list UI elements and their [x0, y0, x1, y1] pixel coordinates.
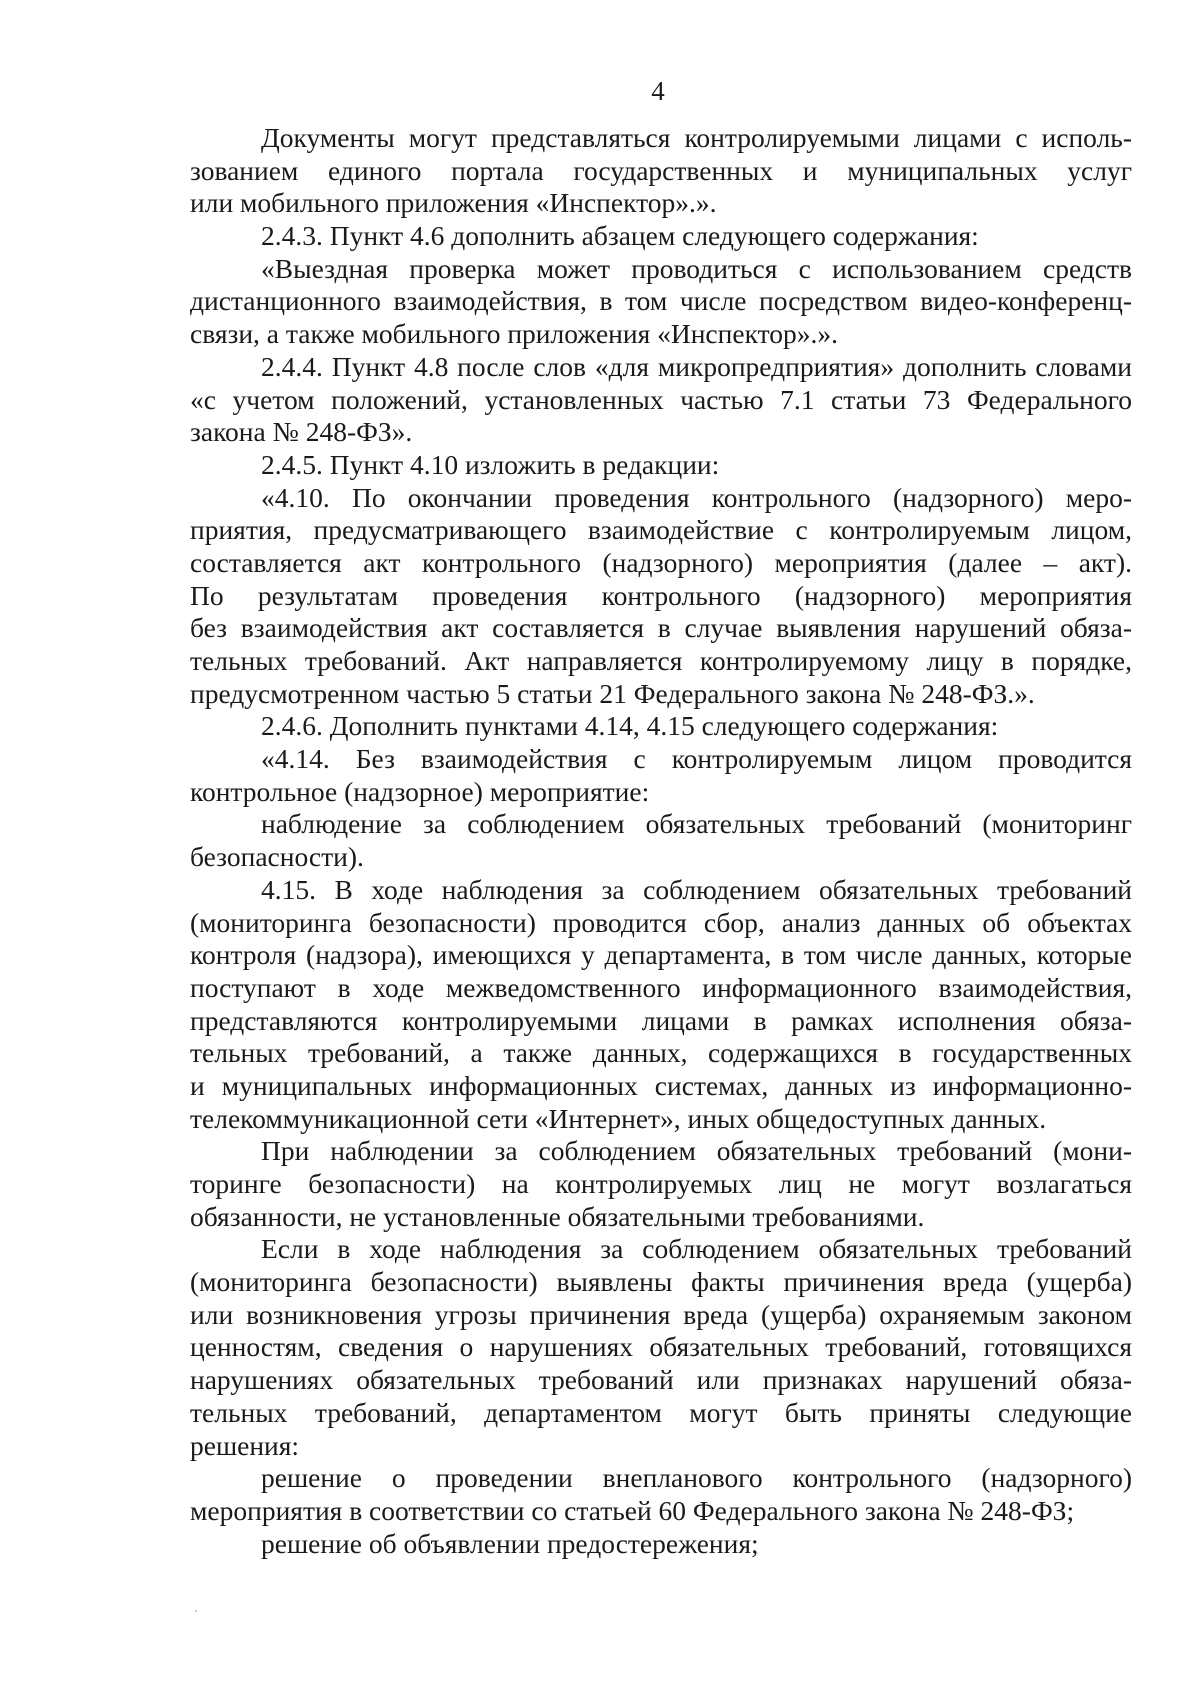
document-body: [190, 122, 1132, 1560]
paragraph: [190, 1462, 1132, 1527]
text-line: связи, а также мобильного приложения «Инспектор».».: [190, 318, 838, 350]
paragraph: [190, 874, 1132, 1136]
text-line: ценностям, сведения о нарушениях обязательных требований, готовящихся: [190, 1331, 1132, 1363]
paragraph: [190, 253, 1132, 351]
paragraph: [190, 1233, 1132, 1462]
text-line: или возникновения угрозы причинения вреда (ущерба) охраняемым законом: [190, 1298, 1132, 1330]
text-line: закона № 248-ФЗ».: [190, 416, 413, 448]
text-line: дистанционного взаимодействия, в том числе посредством видео-конференц-: [190, 285, 1132, 317]
text-line: решение о проведении внепланового контрольного (надзорного): [261, 1462, 1132, 1494]
text-line: Если в ходе наблюдения за соблюдением обязательных требований: [261, 1233, 1132, 1265]
paragraph: [190, 482, 1132, 711]
text-line: поступают в ходе межведомственного информационного взаимодействия,: [190, 971, 1132, 1003]
text-line: (мониторинга безопасности) проводится сбор, анализ данных об объектах: [190, 906, 1132, 938]
text-line: контроля (надзора), имеющихся у департамента, в том числе данных, которые: [190, 939, 1132, 971]
text-line: предусмотренном частью 5 статьи 21 Федерального закона № 248-ФЗ.».: [190, 677, 1035, 709]
text-line: обязанности, не установленные обязательными требованиями.: [190, 1200, 925, 1232]
text-line: «4.14. Без взаимодействия с контролируемым лицом проводится: [261, 743, 1132, 775]
text-line: 2.4.5. Пункт 4.10 изложить в редакции:: [261, 448, 720, 480]
page-number: 4: [651, 76, 665, 106]
text-line: 2.4.3. Пункт 4.6 дополнить абзацем следующего содержания:: [261, 220, 979, 252]
text-line: составляется акт контрольного (надзорного) мероприятия (далее – акт).: [190, 546, 1132, 578]
text-line: и муниципальных информационных системах, данных из информационно-: [190, 1069, 1132, 1101]
text-line: 4.15. В ходе наблюдения за соблюдением обязательных требований: [261, 873, 1132, 905]
paragraph: [190, 449, 1132, 482]
text-line: торинге безопасности) на контролируемых лиц не могут возлагаться: [190, 1168, 1132, 1199]
text-line: 2.4.4. Пункт 4.8 после слов «для микропредприятия» дополнить словами: [261, 350, 1132, 382]
text-line: По результатам проведения контрольного (надзорного) мероприятия: [190, 579, 1132, 611]
text-line: 2.4.6. Дополнить пунктами 4.14, 4.15 следующего содержания:: [261, 710, 999, 742]
paragraph: [190, 743, 1132, 808]
text-line: или мобильного приложения «Инспектор».».: [190, 187, 717, 219]
paragraph: [190, 710, 1132, 743]
text-line: мероприятия в соответствии со статьей 60 Федерального закона № 248-ФЗ;: [190, 1494, 1075, 1526]
paragraph: [190, 1135, 1132, 1233]
text-line: тельных требований, а также данных, содержащихся в государственных: [190, 1037, 1132, 1069]
paragraph: [190, 1528, 1132, 1561]
text-line: безопасности).: [190, 841, 364, 873]
scan-speck: [195, 1610, 197, 1612]
text-line: (мониторинга безопасности) выявлены факты причинения вреда (ущерба): [190, 1266, 1132, 1298]
text-line: приятия, предусматривающего взаимодействие с контролируемым лицом,: [190, 514, 1132, 546]
paragraph: [190, 220, 1132, 253]
text-line: решения:: [190, 1429, 300, 1461]
text-line: решение об объявлении предостережения;: [261, 1527, 759, 1559]
text-line: зованием единого портала государственных и муниципальных услуг: [190, 154, 1132, 186]
text-line: «4.10. По окончании проведения контрольного (надзорного) меро-: [261, 481, 1132, 513]
text-line: без взаимодействия акт составляется в случае выявления нарушений обяза-: [190, 612, 1132, 644]
text-line: наблюдение за соблюдением обязательных требований (мониторинг: [261, 808, 1132, 840]
paragraph: [190, 808, 1132, 873]
text-line: нарушениях обязательных требований или признаках нарушений обяза-: [190, 1364, 1132, 1396]
paragraph: [190, 122, 1132, 220]
text-line: тельных требований, департаментом могут быть приняты следующие: [190, 1396, 1132, 1428]
text-line: телекоммуникационной сети «Интернет», иных общедоступных данных.: [190, 1102, 1047, 1134]
text-line: тельных требований. Акт направляется контролируемому лицу в порядке,: [190, 645, 1132, 676]
text-line: контрольное (надзорное) мероприятие:: [190, 775, 650, 807]
text-line: «Выездная проверка может проводиться с использованием средств: [261, 252, 1132, 284]
paragraph: [190, 351, 1132, 449]
text-line: При наблюдении за соблюдением обязательных требований (мони-: [261, 1135, 1132, 1167]
text-line: Документы могут представляться контролируемыми лицами с исполь-: [261, 122, 1132, 153]
text-line: представляются контролируемыми лицами в рамках исполнения обяза-: [190, 1004, 1132, 1036]
text-line: «с учетом положений, установленных частью 7.1 статьи 73 Федерального: [190, 383, 1132, 415]
